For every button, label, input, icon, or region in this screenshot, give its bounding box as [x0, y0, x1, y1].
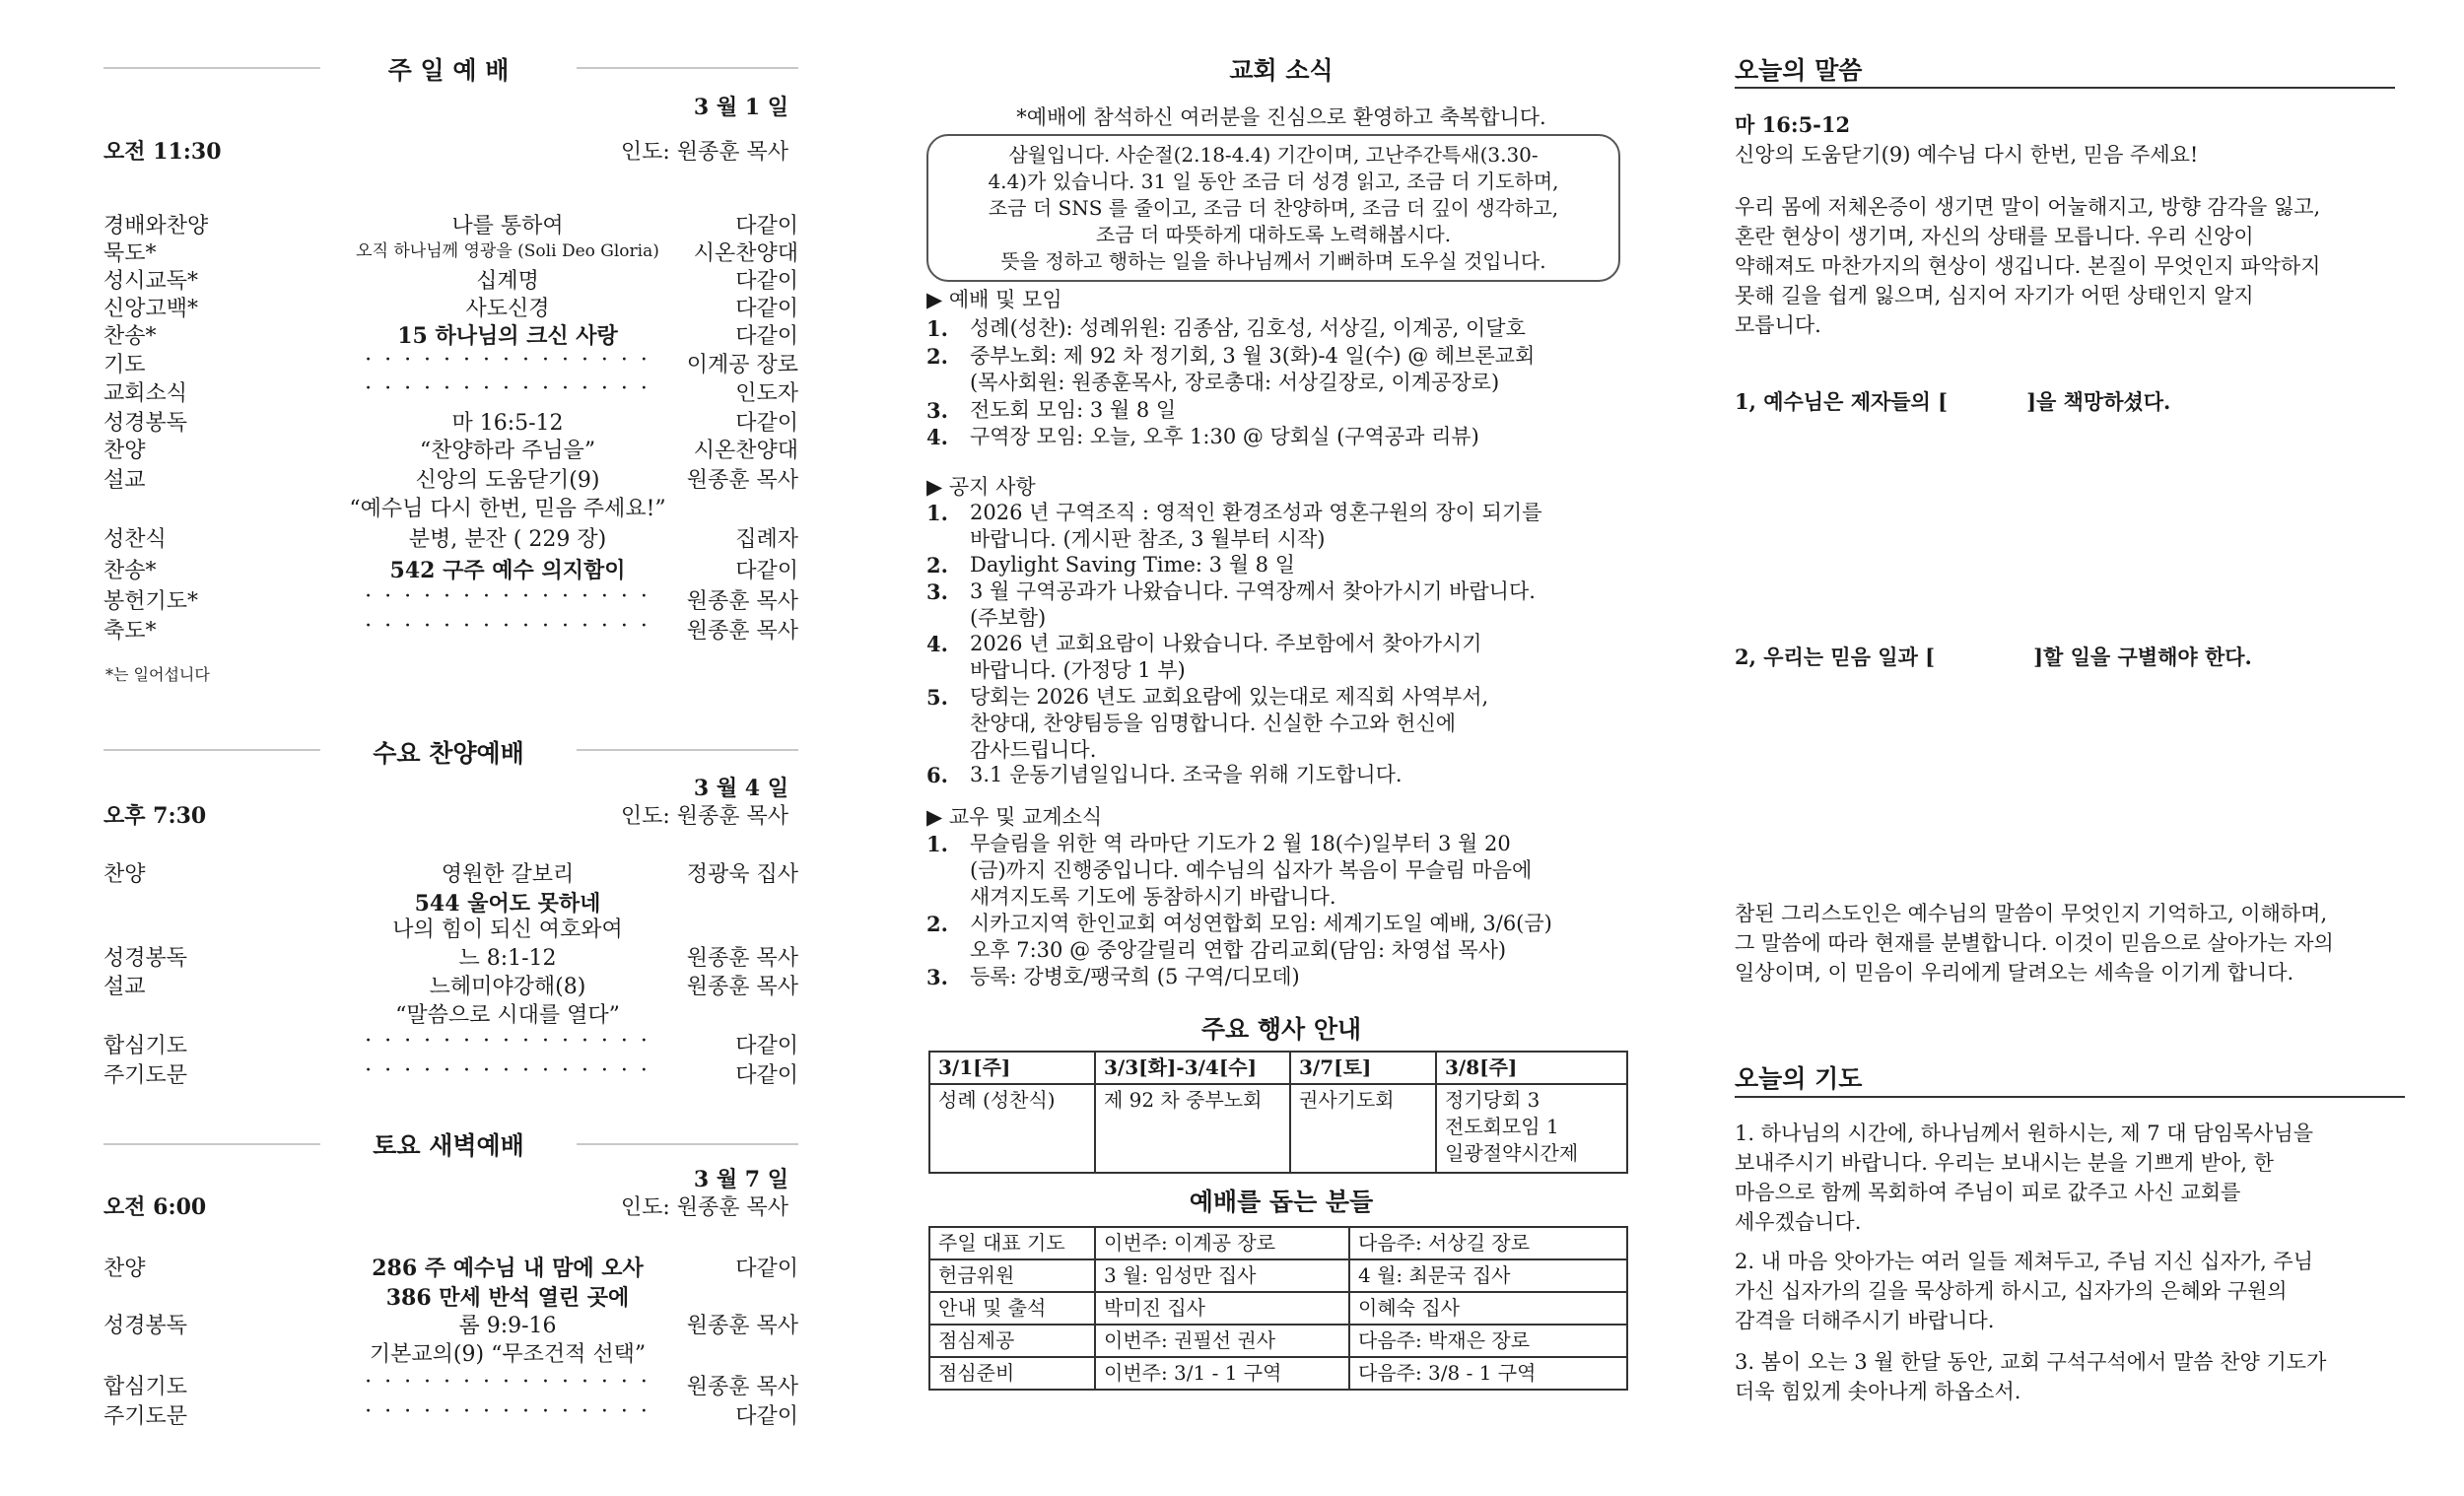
list-text: 당회는 2026 년도 교회요람에 있는대로 제직회 사역부서, [970, 685, 1489, 709]
events-title: 주요 행사 안내 [1200, 1015, 1362, 1044]
helpers-cell: 이번주: 3/1 - 1 구역 [1095, 1357, 1349, 1390]
events-header-cell: 3/3[화]-3/4[수] [1095, 1052, 1290, 1084]
list-text: 구역장 모임: 오늘, 오후 1:30 @ 당회실 (구역공과 리뷰) [970, 425, 1479, 448]
list-item [926, 831, 1616, 911]
wednesday-service-title: 수요 찬양예배 [373, 739, 524, 768]
order-content: · · · · · · · · · · · · · · · [365, 584, 650, 609]
wednesday-service-time: 오후 7:30 [103, 803, 207, 829]
todays-prayer-title: 오늘의 기도 [1735, 1064, 1863, 1093]
order-label: 신앙고백* [103, 297, 199, 321]
worship-order-column [103, 0, 798, 1496]
order-person: 원종훈 목사 [686, 468, 798, 493]
order-person: 다같이 [735, 269, 798, 294]
helpers-cell: 다음주: 박재은 장로 [1349, 1325, 1627, 1357]
standing-note: *는 일어섭니다 [105, 665, 210, 684]
order-label: 설교 [103, 468, 146, 493]
order-row [103, 237, 798, 266]
order-person: 다같이 [735, 1063, 798, 1088]
order-row [103, 1058, 798, 1088]
sunday-service-leader: 인도: 원종훈 목사 [620, 140, 788, 165]
question-text: ]을 책망하셨다. [2026, 389, 2171, 414]
order-content: 분병, 분잔 ( 229 장) [408, 527, 607, 552]
order-content: 느 8:1-12 [458, 946, 557, 971]
lent-notice-box [926, 134, 1620, 282]
notice-line: 삼월입니다. 사순절(2.18-4.4) 기간이며, 고난주간특새(3.30- [1008, 143, 1539, 167]
order-content: · · · · · · · · · · · · · · · [365, 614, 650, 639]
order-content: 십계명 [476, 269, 539, 294]
order-label: 주기도문 [103, 1404, 188, 1429]
order-content: 느헤미야강해(8) [429, 975, 586, 999]
order-row [103, 913, 798, 942]
list-number: 1. [926, 832, 948, 856]
paragraph-line: 보내주시기 바랍니다. 우리는 보내시는 분을 기쁘게 받아, 한 [1735, 1151, 2274, 1175]
order-content: 기본교의(9) “무조건적 선택” [369, 1342, 647, 1367]
helpers-cell: 4 월: 최문국 집사 [1349, 1259, 1627, 1292]
order-label: 설교 [103, 975, 146, 999]
order-row [103, 292, 798, 321]
prayer-item-2 [1735, 1247, 2313, 1335]
list-text: (주보함) [970, 606, 1047, 630]
order-person: 다같이 [735, 214, 798, 238]
helpers-cell: 이번주: 이계공 장로 [1095, 1227, 1349, 1259]
divider-line [103, 749, 320, 751]
divider-line [1735, 1096, 2405, 1098]
order-row [103, 970, 798, 999]
church-news-column [926, 0, 1636, 1496]
list-item [926, 424, 1616, 450]
list-item [926, 343, 1616, 396]
helpers-cell: 안내 및 출석 [929, 1292, 1095, 1325]
list-number: 4. [926, 632, 948, 656]
order-label: 축도* [103, 619, 157, 644]
order-label: 성경봉독 [103, 946, 188, 971]
prayer-item-3 [1735, 1347, 2326, 1406]
order-row [103, 209, 798, 238]
order-person: 원종훈 목사 [686, 1375, 798, 1399]
list-number: 2. [926, 344, 948, 369]
order-label: 합심기도 [103, 1375, 188, 1399]
paragraph-line: 약해져도 마찬가지의 현상이 생깁니다. 본질이 무엇인지 파악하지 [1735, 254, 2321, 278]
order-row [103, 406, 798, 436]
notice-line: 조금 더 SNS 를 줄이고, 조금 더 찬양하며, 조금 더 깊이 생각하고, [988, 196, 1559, 220]
order-content: 신앙의 도움닫기(9) [415, 468, 600, 493]
divider-line [577, 67, 798, 69]
member-news-heading: ▶ 교우 및 교계소식 [926, 805, 1103, 829]
order-row [103, 1252, 798, 1281]
announcements-heading: ▶ 공지 사항 [926, 475, 1036, 499]
order-content: “말씀으로 시대를 열다” [395, 1003, 620, 1028]
events-header-row [929, 1052, 1627, 1084]
list-text: 2026 년 구역조직 : 영적인 환경조성과 영혼구원의 장이 되기를 [970, 501, 1542, 524]
helpers-cell: 다음주: 3/8 - 1 구역 [1349, 1357, 1627, 1390]
order-label: 합심기도 [103, 1034, 188, 1058]
paragraph-line: 감격을 더해주시기 바랍니다. [1735, 1309, 1995, 1332]
list-text: 3.1 운동기념일입니다. 조국을 위해 기도합니다. [970, 763, 1403, 786]
list-item [926, 964, 1616, 990]
sermon-conclusion-paragraph [1735, 899, 2334, 987]
order-label: 기도 [103, 353, 146, 377]
list-number: 3. [926, 965, 948, 989]
order-row [103, 1337, 798, 1367]
helpers-title: 예배를 돕는 분들 [1189, 1188, 1374, 1216]
list-number: 2. [926, 553, 948, 578]
events-cell: 권사기도회 [1290, 1084, 1436, 1173]
order-label: 찬송* [103, 324, 157, 349]
order-row [103, 554, 798, 583]
divider-line [103, 67, 320, 69]
prayer-item-1 [1735, 1119, 2313, 1237]
order-label: 성경봉독 [103, 1314, 188, 1338]
order-row [103, 1370, 798, 1399]
saturday-service-leader: 인도: 원종훈 목사 [620, 1195, 788, 1220]
order-person: 인도자 [735, 381, 798, 406]
paragraph-line: 1. 하나님의 시간에, 하나님께서 원하시는, 제 7 대 담임목사님을 [1735, 1122, 2314, 1145]
blank-question-1 [1735, 387, 2170, 417]
order-label: 성경봉독 [103, 411, 188, 436]
list-text: 무슬림을 위한 역 라마단 기도가 2 월 18(수)일부터 3 월 20 [970, 832, 1511, 855]
paragraph-line: 3. 봄이 오는 3 월 한달 동안, 교회 구석구석에서 말씀 찬양 기도가 [1735, 1350, 2327, 1374]
order-content: · · · · · · · · · · · · · · · [365, 1058, 650, 1083]
list-text: 바랍니다. (게시판 참조, 3 월부터 시작) [970, 527, 1326, 551]
order-person: 정광욱 집사 [686, 862, 798, 887]
order-label: 교회소식 [103, 381, 188, 406]
divider-line [1735, 87, 2395, 89]
helpers-cell: 헌금위원 [929, 1259, 1095, 1292]
list-item [926, 552, 1616, 578]
order-label: 찬양 [103, 1257, 146, 1281]
order-row [103, 264, 798, 294]
list-item [926, 578, 1616, 632]
order-person: 시온찬양대 [693, 241, 798, 266]
question-text: ]할 일을 구별해야 한다. [2033, 645, 2252, 669]
paragraph-line: 일상이며, 이 믿음이 우리에게 달려오는 세속을 이기게 합니다. [1735, 961, 2294, 985]
events-cell: 제 92 차 중부노회 [1095, 1084, 1290, 1173]
sunday-service-time: 오전 11:30 [103, 139, 222, 165]
order-content: 마 16:5-12 [451, 411, 564, 436]
order-person: 다같이 [735, 324, 798, 349]
order-content: 사도신경 [465, 297, 550, 321]
order-row [103, 614, 798, 644]
helpers-table [928, 1226, 1628, 1391]
order-content: 544 울어도 못하네 [414, 891, 601, 917]
order-content: · · · · · · · · · · · · · · · [365, 376, 650, 401]
events-header-cell: 3/8[주] [1436, 1052, 1627, 1084]
order-content: · · · · · · · · · · · · · · · [365, 348, 650, 373]
list-text: 3 월 구역공과가 나왔습니다. 구역장께서 찾아가시기 바랍니다. [970, 579, 1536, 603]
order-row [103, 1029, 798, 1058]
order-content: 나의 힘이 되신 여호와여 [392, 918, 623, 942]
order-label: 묵도* [103, 241, 157, 266]
list-item [926, 500, 1616, 553]
list-text: 새겨지도록 기도에 동참하시기 바랍니다. [970, 885, 1336, 909]
wednesday-service-leader: 인도: 원종훈 목사 [620, 804, 788, 829]
question-text: 1, 예수님은 제자들의 [ [1735, 389, 1949, 414]
order-content: 영원한 갈보리 [441, 862, 575, 887]
order-label: 찬양 [103, 862, 146, 887]
order-person: 다같이 [735, 559, 798, 583]
order-person: 원종훈 목사 [686, 946, 798, 971]
helpers-cell: 이번주: 권필선 권사 [1095, 1325, 1349, 1357]
events-cell: 성례 (성찬식) [929, 1084, 1095, 1173]
helpers-cell: 3 월: 임성만 집사 [1095, 1259, 1349, 1292]
list-text: 성례(성찬): 성례위원: 김종삼, 김호성, 서상길, 이계공, 이달호 [970, 316, 1526, 340]
order-row [103, 1399, 798, 1429]
paragraph-line: 우리 몸에 저체온증이 생기면 말이 어눌해지고, 방향 감각을 잃고, [1735, 195, 2321, 219]
order-person: 원종훈 목사 [686, 589, 798, 614]
order-person: 다같이 [735, 297, 798, 321]
helpers-cell: 이혜숙 집사 [1349, 1292, 1627, 1325]
list-text: 오후 7:30 @ 중앙갈릴리 연합 감리교회(담임: 차영섭 목사) [970, 938, 1507, 962]
worship-meetings-heading: ▶ 예배 및 모임 [926, 288, 1062, 311]
order-row [103, 941, 798, 971]
list-text: 바랍니다. (가정당 1 부) [970, 658, 1186, 682]
helpers-row [929, 1357, 1627, 1390]
order-person: 시온찬양대 [693, 439, 798, 463]
order-person: 다같이 [735, 1034, 798, 1058]
order-content: · · · · · · · · · · · · · · · [365, 1370, 650, 1394]
notice-line: 조금 더 따뜻하게 대하도록 노력해봅시다. [1095, 223, 1452, 246]
list-number: 4. [926, 425, 948, 449]
paragraph-line: 참된 그리스도인은 예수님의 말씀이 무엇인지 기억하고, 이해하며, [1735, 902, 2328, 925]
order-content: 오직 하나님께 영광을 (Soli Deo Gloria) [356, 241, 659, 261]
list-item [926, 397, 1616, 424]
order-row [103, 584, 798, 614]
events-cell: 정기당회 3 전도회모임 1 일광절약시간제 [1436, 1084, 1627, 1173]
divider-line [103, 1143, 320, 1145]
divider-line [577, 749, 798, 751]
paragraph-line: 세우겠습니다. [1735, 1210, 1862, 1234]
list-text: (목사회원: 원종훈목사, 장로총대: 서상길장로, 이계공장로) [970, 371, 1500, 394]
welcome-message: *예배에 참석하신 여러분을 진심으로 환영하고 축복합니다. [1016, 105, 1546, 129]
order-person: 원종훈 목사 [686, 975, 798, 999]
list-number: 6. [926, 763, 948, 787]
question-text: 2, 우리는 믿음 일과 [ [1735, 645, 1936, 669]
paragraph-line: 2. 내 마음 앗아가는 여러 일들 제쳐두고, 주님 지신 십자가, 주님 [1735, 1250, 2314, 1273]
scripture-reference: 마 16:5-12 [1735, 112, 1851, 137]
list-item [926, 315, 1616, 342]
saturday-service-time: 오전 6:00 [103, 1194, 207, 1220]
helpers-cell: 주일 대표 기도 [929, 1227, 1095, 1259]
list-item [926, 762, 1616, 788]
list-number: 5. [926, 685, 948, 710]
order-label: 성시교독* [103, 269, 199, 294]
order-person: 다같이 [735, 411, 798, 436]
order-content: 나를 통하여 [451, 214, 564, 238]
order-label: 봉헌기도* [103, 589, 199, 614]
notice-line: 뜻을 정하고 행하는 일을 하나님께서 기뻐하며 도우실 것입니다. [1000, 249, 1546, 273]
list-item [926, 684, 1616, 764]
order-content: · · · · · · · · · · · · · · · [365, 1399, 650, 1424]
list-text: 2026 년 교회요람이 나왔습니다. 주보함에서 찾아가시기 [970, 632, 1482, 655]
paragraph-line: 마음으로 함께 목회하여 주님이 피로 값주고 사신 교회를 [1735, 1181, 2241, 1204]
sunday-service-date: 3 월 1 일 [693, 95, 788, 120]
events-row [929, 1084, 1627, 1173]
helpers-row [929, 1227, 1627, 1259]
helpers-row [929, 1259, 1627, 1292]
events-table [928, 1051, 1628, 1174]
order-row [103, 463, 798, 493]
order-row [103, 998, 798, 1028]
word-prayer-column [1735, 0, 2405, 1496]
list-number: 2. [926, 912, 948, 936]
order-label: 찬양 [103, 439, 146, 463]
helpers-cell: 점심제공 [929, 1325, 1095, 1357]
blank-question-2 [1735, 643, 2252, 672]
church-news-title: 교회 소식 [1229, 56, 1334, 85]
list-text: 찬양대, 찬양팀등을 임명합니다. 신실한 수고와 헌신에 [970, 712, 1457, 735]
list-number: 1. [926, 316, 948, 341]
todays-word-title: 오늘의 말씀 [1735, 56, 1863, 85]
list-item [926, 631, 1616, 684]
list-text: Daylight Saving Time: 3 월 8 일 [970, 553, 1295, 577]
order-content: “예수님 다시 한번, 믿음 주세요!” [349, 497, 666, 521]
list-text: 전도회 모임: 3 월 8 일 [970, 398, 1177, 422]
events-header-cell: 3/1[주] [929, 1052, 1095, 1084]
order-content: 15 하나님의 크신 사랑 [397, 323, 618, 349]
order-row [103, 319, 798, 349]
order-label: 경배와찬양 [103, 214, 209, 238]
list-number: 1. [926, 501, 948, 525]
sunday-service-title: 주 일 예 배 [387, 56, 510, 85]
list-number: 3. [926, 398, 948, 423]
order-row [103, 376, 798, 406]
paragraph-line: 혼란 현상이 생기며, 자신의 상태를 모릅니다. 우리 신앙이 [1735, 225, 2254, 248]
list-text: (금)까지 진행중입니다. 예수님의 십자가 복음이 무슬림 마음에 [970, 858, 1533, 882]
list-text: 시카고지역 한인교회 여성연합회 모임: 세계기도일 예배, 3/6(금) [970, 912, 1552, 935]
order-content: 542 구주 예수 의지함이 [389, 558, 626, 583]
helpers-cell: 박미진 집사 [1095, 1292, 1349, 1325]
order-label: 찬송* [103, 559, 157, 583]
saturday-service-date: 3 월 7 일 [693, 1167, 788, 1192]
order-row [103, 434, 798, 463]
events-header-cell: 3/7[토] [1290, 1052, 1436, 1084]
saturday-service-title: 토요 새벽예배 [373, 1131, 524, 1160]
list-item [926, 911, 1616, 964]
order-content: 286 주 예수님 내 맘에 오사 [372, 1256, 644, 1281]
order-row [103, 1281, 798, 1311]
order-person: 다같이 [735, 1404, 798, 1429]
order-label: 주기도문 [103, 1063, 188, 1088]
helpers-row [929, 1292, 1627, 1325]
paragraph-line: 못해 길을 쉽게 잃으며, 심지어 자기가 어떤 상태인지 알지 [1735, 284, 2254, 307]
list-text: 중부노회: 제 92 차 정기회, 3 월 3(화)-4 일(수) @ 헤브론교회 [970, 344, 1536, 368]
order-row [103, 857, 798, 887]
paragraph-line: 가신 십자가의 길을 묵상하게 하시고, 십자가의 은혜와 구원의 [1735, 1279, 2288, 1303]
order-label: 성찬식 [103, 527, 167, 552]
order-row [103, 1309, 798, 1338]
sermon-intro-paragraph [1735, 192, 2320, 340]
helpers-cell: 점심준비 [929, 1357, 1095, 1390]
list-text: 감사드립니다. [970, 738, 1097, 762]
order-person: 원종훈 목사 [686, 619, 798, 644]
wednesday-service-date: 3 월 4 일 [693, 776, 788, 801]
order-content: 386 만세 반석 열린 곳에 [385, 1285, 630, 1311]
order-row [103, 348, 798, 377]
order-person: 집례자 [735, 527, 798, 552]
order-row [103, 522, 798, 552]
helpers-cell: 다음주: 서상길 장로 [1349, 1227, 1627, 1259]
notice-line: 4.4)가 있습니다. 31 일 동안 조금 더 성경 읽고, 조금 더 기도하며, [988, 170, 1559, 193]
paragraph-line: 그 말씀에 따라 현재를 분별합니다. 이것이 믿음으로 살아가는 자의 [1735, 931, 2334, 955]
sermon-subtitle: 신앙의 도움닫기(9) 예수님 다시 한번, 믿음 주세요! [1735, 143, 2199, 167]
order-person: 원종훈 목사 [686, 1314, 798, 1338]
order-row [103, 492, 798, 521]
order-person: 이계공 장로 [686, 353, 798, 377]
order-content: 롬 9:9-16 [458, 1314, 557, 1338]
divider-line [577, 1143, 798, 1145]
helpers-row [929, 1325, 1627, 1357]
paragraph-line: 모릅니다. [1735, 313, 1821, 337]
list-number: 3. [926, 579, 948, 604]
list-text: 등록: 강병호/팽국희 (5 구역/디모데) [970, 965, 1300, 988]
order-content: “찬양하라 주님을” [419, 439, 596, 463]
order-content: · · · · · · · · · · · · · · · [365, 1029, 650, 1054]
order-person: 다같이 [735, 1257, 798, 1281]
paragraph-line: 더욱 힘있게 솟아나게 하옵소서. [1735, 1380, 2021, 1403]
